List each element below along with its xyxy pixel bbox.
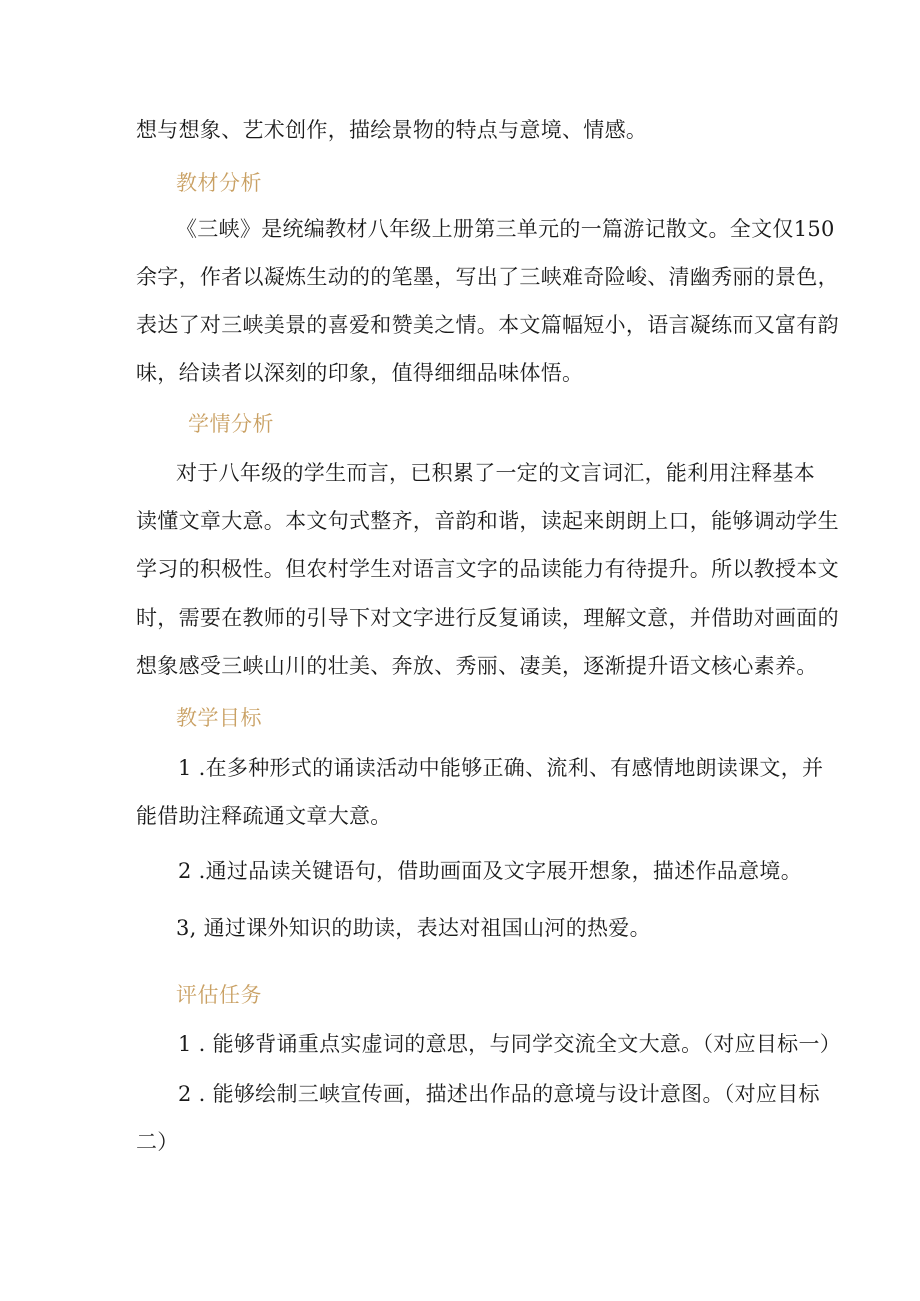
heading-assessment-tasks: 评估任务 — [176, 983, 262, 1007]
goal-item-1-line: 1 .在多种形式的诵读活动中能够正确、流利、有感情地朗读课文，并 — [178, 756, 824, 780]
material-paragraph-line: 表达了对三峡美景的喜爱和赞美之情。本文篇幅短小，语言凝练而又富有韵 — [136, 313, 839, 337]
goal-item-3: 3, 通过课外知识的助读，表达对祖国山河的热爱。 — [176, 916, 651, 940]
material-paragraph-line: 味，给读者以深刻的印象，值得细细品味体悟。 — [136, 361, 584, 385]
material-paragraph-line: 余字，作者以凝炼生动的的笔墨，写出了三峡难奇险峻、清幽秀丽的景色， — [136, 265, 839, 289]
students-paragraph-line: 读懂文章大意。本文句式整齐，音韵和谐，读起来朗朗上口，能够调动学生 — [136, 509, 839, 533]
material-paragraph-line: 《三峡》是统编教材八年级上册第三单元的一篇游记散文。全文仅150 — [176, 217, 835, 241]
goal-item-2: 2 .通过品读关键语句，借助画面及文字展开想象，描述作品意境。 — [178, 859, 803, 883]
heading-student-analysis: 学情分析 — [188, 412, 274, 436]
students-paragraph-line: 想象感受三峡山川的壮美、奔放、秀丽、凄美，逐渐提升语文核心素养。 — [136, 654, 818, 678]
heading-material-analysis: 教材分析 — [176, 171, 262, 195]
task-item-2-line: 2 . 能够绘制三峡宣传画，描述出作品的意境与设计意图。（对应目标 — [178, 1082, 820, 1106]
task-item-2-line: 二） — [136, 1130, 179, 1154]
students-paragraph-line: 时，需要在教师的引导下对文字进行反复诵读，理解文意，并借助对画面的 — [136, 606, 839, 630]
goal-item-1-line: 能借助注释疏通文章大意。 — [136, 804, 392, 828]
students-paragraph-line: 学习的积极性。但农村学生对语言文字的品读能力有待提升。所以教授本文 — [136, 557, 839, 581]
students-paragraph-line: 对于八年级的学生而言，已积累了一定的文言词汇，能利用注释基本 — [176, 461, 815, 485]
heading-teaching-goals: 教学目标 — [176, 706, 262, 730]
task-item-1: 1 . 能够背诵重点实虚词的意思，与同学交流全文大意。（对应目标一） — [178, 1032, 842, 1056]
intro-paragraph-line: 想与想象、艺术创作，描绘景物的特点与意境、情感。 — [136, 118, 648, 142]
